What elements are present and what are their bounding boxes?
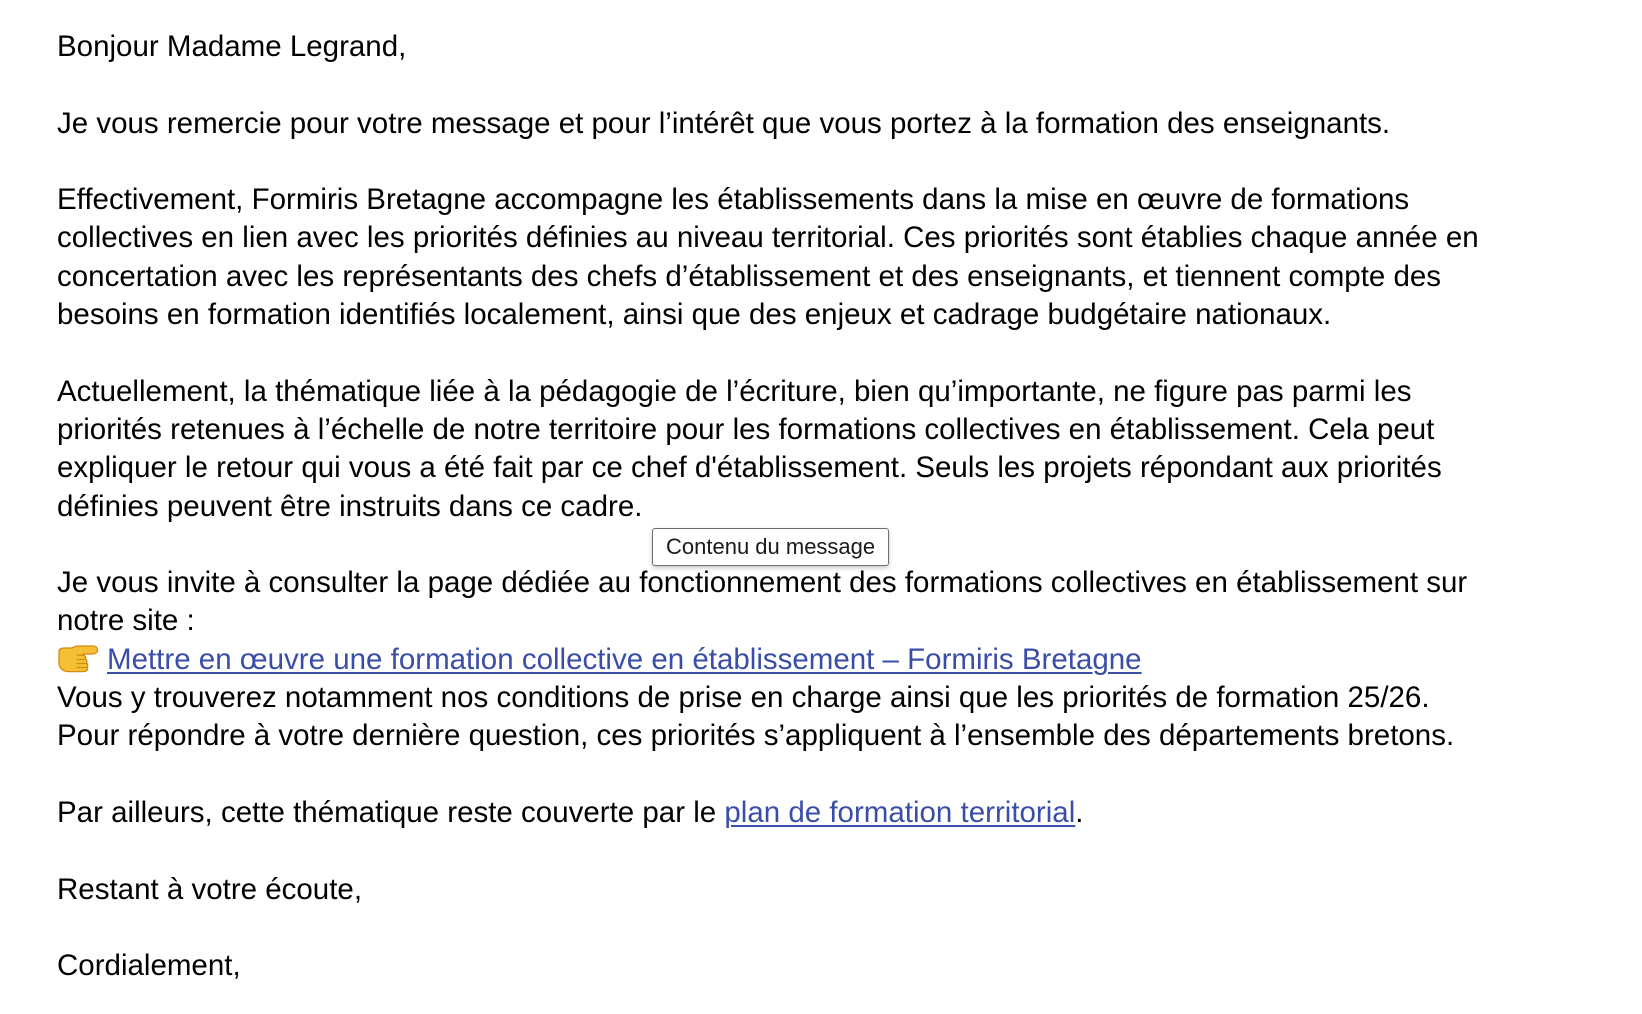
- plan-formation-territorial-link[interactable]: plan de formation territorial: [724, 795, 1076, 829]
- plan-intro-text: Par ailleurs, cette thématique reste couverte par le: [57, 795, 725, 829]
- paragraph-line: [57, 794, 1617, 832]
- paragraph-line: priorités retenues à l’échelle de notre territoire pour les formations collectives en établissement. Cela peut: [57, 412, 1435, 446]
- paragraph-territorial-plan: [57, 794, 1617, 832]
- paragraph-thanks-text: Je vous remercie pour votre message et pour l’intérêt que vous portez à la formation des enseignants.: [57, 106, 1391, 140]
- paragraph-line: Pour répondre à votre dernière question, ces priorités s’appliquent à l’ensemble des départements bretons.: [57, 719, 1455, 753]
- paragraph-line: Effectivement, Formiris Bretagne accompagne les établissements dans la mise en œuvre de formations: [57, 183, 1410, 217]
- greeting-text: Bonjour Madame Legrand,: [57, 30, 407, 63]
- plan-period: .: [1075, 795, 1084, 829]
- closing-listening: [57, 871, 1617, 909]
- paragraph-line: Vous y trouverez notamment nos conditions de prise en charge ainsi que les priorités de formation 25/26.: [57, 681, 1430, 715]
- link-line: [57, 641, 1617, 679]
- paragraph-line: concertation avec les représentants des chefs d’établissement et des enseignants, et tiennent compte des: [57, 259, 1442, 293]
- paragraph-line: expliquer le retour qui vous a été fait par ce chef d'établissement. Seuls les projets répondant aux priorités: [57, 451, 1442, 485]
- paragraph-line: notre site :: [57, 604, 195, 638]
- paragraph-invitation: [57, 564, 1617, 755]
- formation-collective-link[interactable]: Mettre en œuvre une formation collective en établissement – Formiris Bretagne: [107, 642, 1142, 676]
- paragraph-line: collectives en lien avec les priorités définies au niveau territorial. Ces priorités sont établies chaque année en: [57, 221, 1479, 255]
- paragraph-line: définies peuvent être instruits dans ce cadre.: [57, 489, 643, 523]
- closing-regards: [57, 947, 1617, 985]
- message-content-tooltip: Contenu du message: [652, 528, 889, 566]
- paragraph-priorities: [57, 181, 1617, 334]
- paragraph-thanks: [57, 105, 1617, 143]
- closing-listening-text: Restant à votre écoute,: [57, 872, 363, 906]
- paragraph-line: Actuellement, la thématique liée à la pédagogie de l’écriture, bien qu’importante, ne figure pas parmi les: [57, 374, 1412, 408]
- greeting: [57, 28, 1617, 66]
- backhand-index-pointing-right-icon: [57, 643, 99, 673]
- message-content: [57, 28, 1617, 985]
- paragraph-thematic: [57, 373, 1617, 526]
- paragraph-line: Je vous invite à consulter la page dédiée au fonctionnement des formations collectives en établissement sur: [57, 566, 1468, 600]
- closing-regards-text: Cordialement,: [57, 949, 241, 983]
- paragraph-line: besoins en formation identifiés localement, ainsi que des enjeux et cadrage budgétaire nationaux.: [57, 298, 1332, 332]
